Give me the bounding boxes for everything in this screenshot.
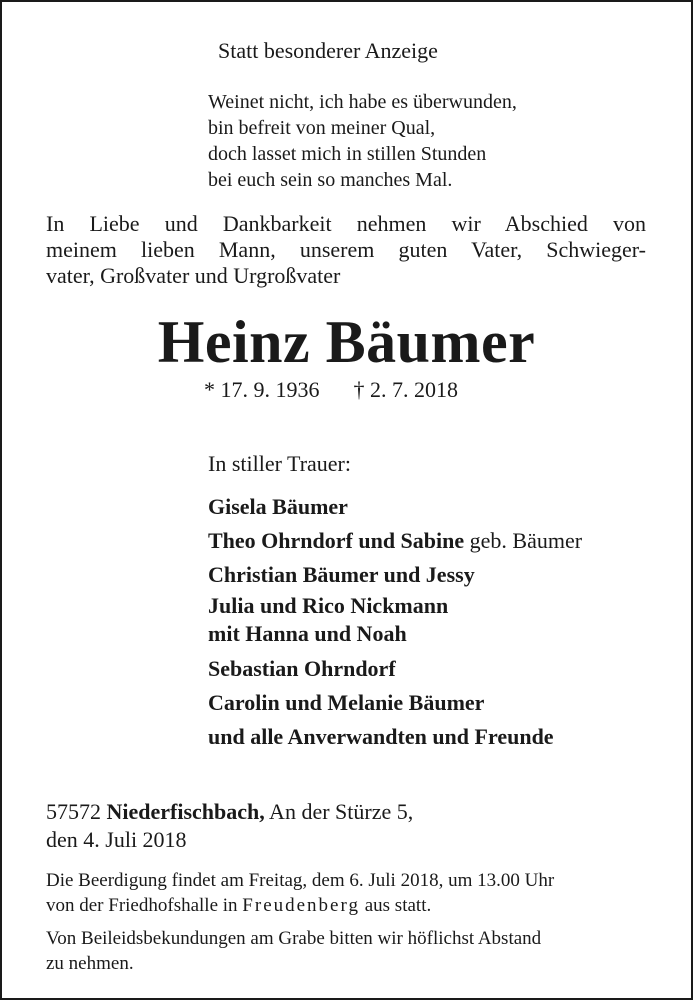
poem-line: doch lasset mich in stillen Stunden	[208, 143, 487, 165]
funeral-place: Freudenberg	[242, 895, 360, 916]
family-member: Gisela Bäumer	[208, 494, 348, 519]
intro-text	[46, 211, 646, 289]
condolence-notice	[46, 926, 541, 976]
condolence-line: zu nehmen.	[46, 953, 134, 974]
deceased-name: Heinz Bäumer	[157, 309, 536, 375]
death-date: † 2. 7. 2018	[353, 377, 458, 402]
funeral-notice	[46, 868, 554, 918]
life-dates	[204, 377, 458, 403]
funeral-line: aus statt.	[359, 895, 432, 916]
family-member: mit Hanna und Noah	[208, 621, 407, 646]
address-street: An der Stürze 5,	[264, 799, 414, 824]
birth-date: * 17. 9. 1936	[204, 377, 320, 402]
poem-line: bei euch sein so manches Mal.	[208, 169, 453, 191]
address-block	[46, 798, 413, 854]
family-member: Theo Ohrndorf und Sabine	[208, 528, 465, 553]
family-list	[208, 490, 582, 754]
intro-line: vater, Großvater und Urgroßvater	[46, 263, 341, 288]
address-zip: 57572	[46, 799, 101, 824]
family-member: Christian Bäumer und Jessy	[208, 562, 475, 587]
family-member: Carolin und Melanie Bäumer	[208, 690, 485, 715]
condolence-line: Von Beileidsbekundungen am Grabe bitten wir höflichst Abstand	[46, 928, 542, 949]
mourning-label: In stiller Trauer:	[208, 451, 351, 476]
family-member: Julia und Rico Nickmann	[208, 593, 449, 618]
poem-line: Weinet nicht, ich habe es überwunden,	[208, 91, 517, 113]
family-member-note: geb. Bäumer	[464, 528, 583, 553]
funeral-line: Die Beerdigung findet am Freitag, dem 6. Juli 2018, um 13.00 Uhr	[46, 870, 555, 891]
funeral-line: von der Friedhofshalle in	[46, 895, 243, 916]
family-member: Sebastian Ohrndorf	[208, 656, 396, 681]
header-notice: Statt besonderer Anzeige	[218, 38, 438, 63]
intro-line: meinem lieben Mann, unserem guten Vater, Schwieger-	[46, 237, 646, 262]
intro-line: In Liebe und Dankbarkeit nehmen wir Abschied von	[46, 211, 646, 236]
address-date: den 4. Juli 2018	[46, 827, 187, 852]
poem	[208, 89, 517, 193]
address-town: Niederfischbach,	[106, 799, 265, 824]
poem-line: bin befreit von meiner Qual,	[208, 117, 436, 139]
family-member: und alle Anverwandten und Freunde	[208, 724, 554, 749]
